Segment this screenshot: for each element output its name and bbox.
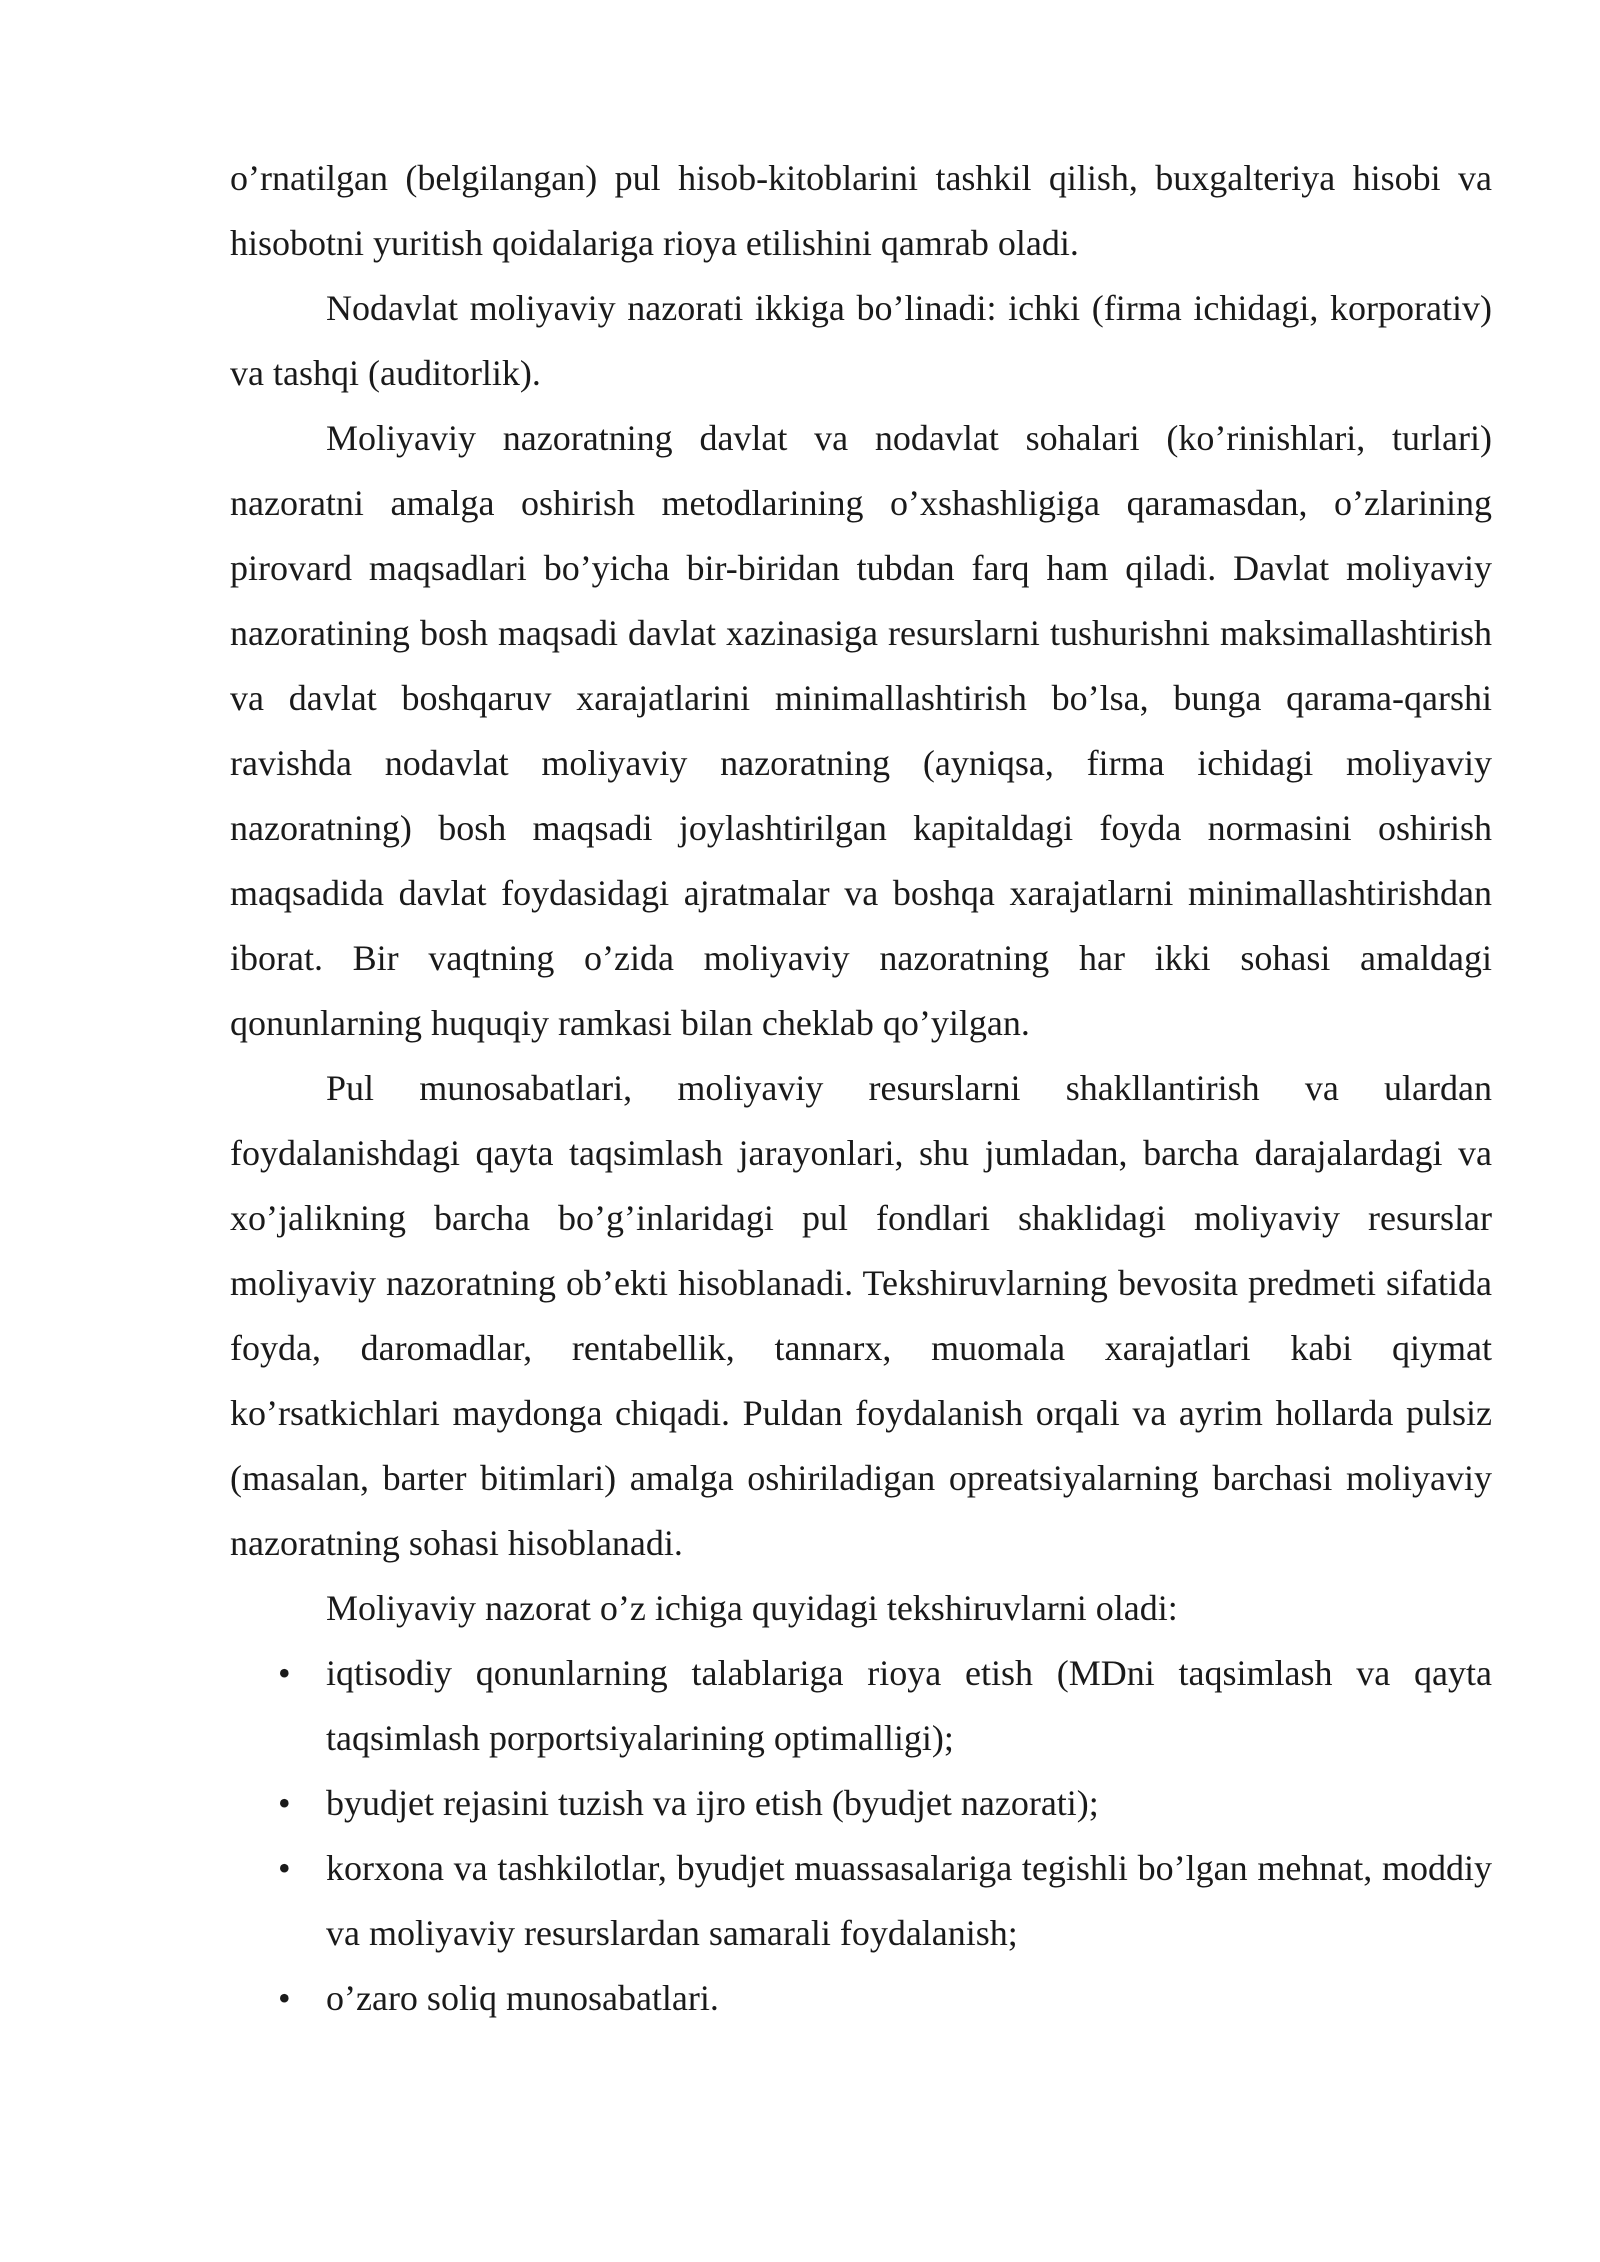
paragraph-tekshiruvlar-intro: Moliyaviy nazorat o’z ichiga quyidagi tekshiruvlarni oladi: [326, 1588, 1178, 1628]
paragraph-continuation: o’rnatilgan (belgilangan) pul hisob-kitoblarini tashkil qilish, buxgalteriya hisobi va hisobotni yuritish qoidalariga rioya etilishini qamrab oladi. [230, 158, 1492, 263]
list-item-text: korxona va tashkilotlar, byudjet muassasalariga tegishli bo’lgan mehnat, moddiy va moliyaviy resurslardan samarali foydalanish; [326, 1848, 1492, 1953]
list-item-text: o’zaro soliq munosabatlari. [326, 1978, 719, 2018]
paragraph-nazorat-sohalari: Moliyaviy nazoratning davlat va nodavlat sohalari (ko’rinishlari, turlari) nazoratni amalga oshirish metodlarining o’xshashligiga qaramasdan, o’zlarining pirovard maqsadlari bo’yicha bir-biridan tubdan farq ham qiladi. Davlat moliyaviy nazoratining bosh maqsadi davlat xazinasiga resurslarni tushurishni maksimallashtirish va davlat boshqaruv xarajatlarini minimallashtirish bo’lsa, bunga qarama-qarshi ravishda nodavlat moliyaviy nazoratning (ayniqsa, firma ichidagi moliyaviy nazoratning) bosh maqsadi joylashtirilgan kapitaldagi foyda normasini oshirish maqsadida davlat foydasidagi ajratmalar va boshqa xarajatlarni minimallashtirishdan iborat. Bir vaqtning o’zida moliyaviy nazoratning har ikki sohasi amaldagi qonunlarning huquqiy ramkasi bilan cheklab qo’yilgan. [230, 418, 1492, 1043]
bullet-icon: • [278, 1978, 291, 2018]
bullet-list [230, 1641, 1492, 2031]
list-item-text: byudjet rejasini tuzish va ijro etish (byudjet nazorati); [326, 1783, 1099, 1823]
bullet-icon: • [278, 1848, 291, 1888]
list-item [230, 1641, 1492, 1771]
list-item [230, 1771, 1492, 1836]
bullet-icon: • [278, 1653, 291, 1693]
paragraph-nodavlat-nazorat: Nodavlat moliyaviy nazorati ikkiga bo’linadi: ichki (firma ichidagi, korporativ) va tashqi (auditorlik). [230, 288, 1492, 393]
list-item-text: iqtisodiy qonunlarning talablariga rioya etish (MDni taqsimlash va qayta taqsimlash porportsiyalarining optimalligi); [326, 1653, 1492, 1758]
paragraph-pul-munosabatlari: Pul munosabatlari, moliyaviy resurslarni shakllantirish va ulardan foydalanishdagi qayta taqsimlash jarayonlari, shu jumladan, barcha darajalardagi va xo’jalikning barcha bo’g’inlaridagi pul fondlari shaklidagi moliyaviy resurslar moliyaviy nazoratning ob’ekti hisoblanadi. Tekshiruvlarning bevosita predmeti sifatida foyda, daromadlar, rentabellik, tannarx, muomala xarajatlari kabi qiymat ko’rsatkichlari maydonga chiqadi. Puldan foydalanish orqali va ayrim hollarda pulsiz (masalan, barter bitimlari) amalga oshiriladigan opreatsiyalarning barchasi moliyaviy nazoratning sohasi hisoblanadi. [230, 1068, 1492, 1563]
bullet-icon: • [278, 1783, 291, 1823]
list-item [230, 1836, 1492, 1966]
document-body [230, 146, 1492, 2031]
list-item [230, 1966, 1492, 2031]
